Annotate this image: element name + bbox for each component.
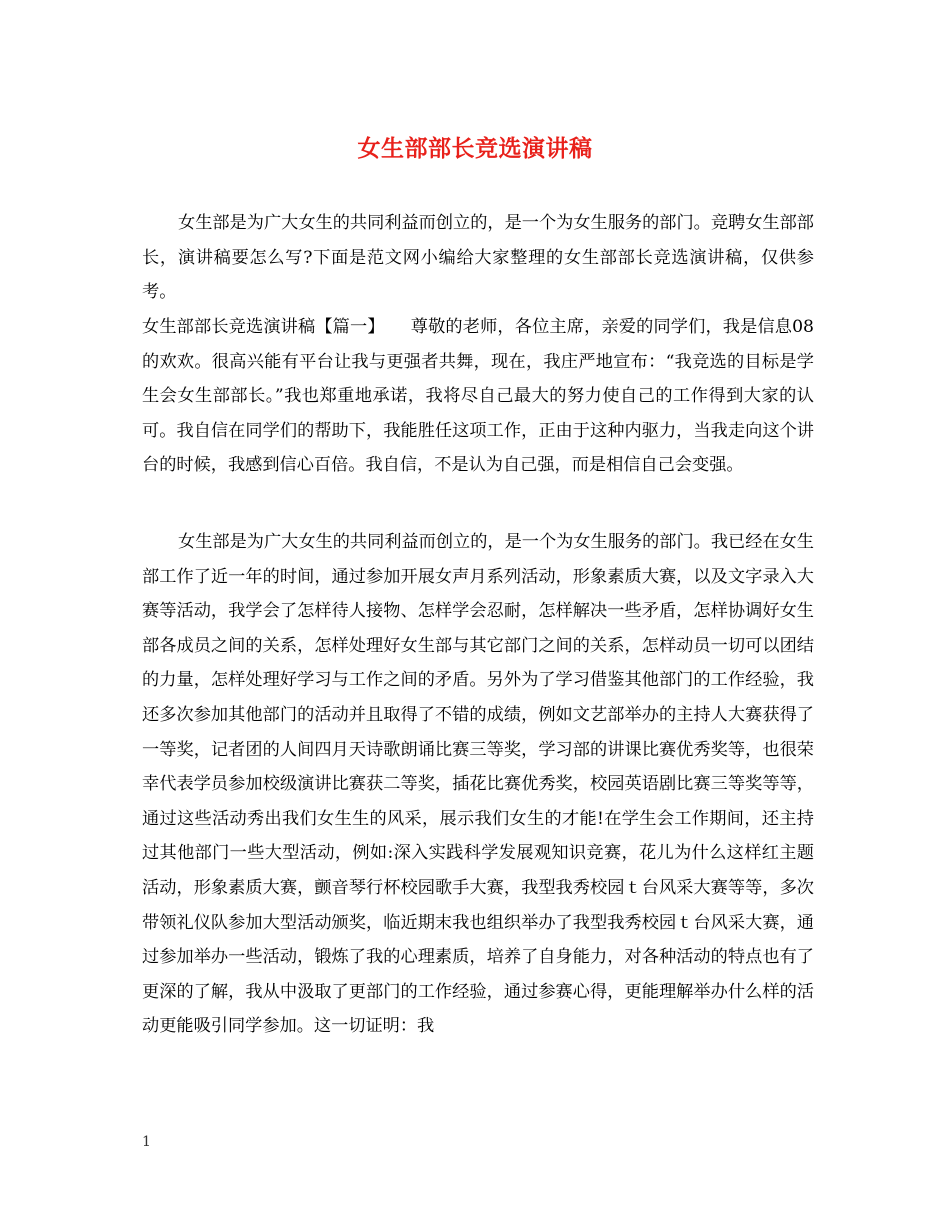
paragraph-speech-opening — [142, 310, 814, 483]
paragraph-intro — [142, 206, 814, 310]
document-title: 女生部部长竞选演讲稿 — [357, 135, 593, 162]
paragraph-text: 女生部部长竞选演讲稿【篇一】 尊敬的老师，各位主席，亲爱的同学们，我是信息08的欢欢。很高兴能有平台让我与更强者共舞，现在，我庄严地宣布：“我竞选的目标是学生会女生部部长。”我也郑重地承诺，我将尽自己最大的努力使自己的工作得到大家的认可。我自信在同学们的帮助下，我能胜任这项工作，正由于这种内驱力，当我走向这个讲台的时候，我感到信心百倍。我自信，不是认为自己强，而是相信自己会变强。 — [142, 317, 814, 476]
paragraph-experience — [142, 525, 814, 1044]
paragraph-text: 女生部是为广大女生的共同利益而创立的，是一个为女生服务的部门。我已经在女生部工作了近一年的时间，通过参加开展女声月系列活动，形象素质大赛，以及文字录入大赛等活动，我学会了怎样待人接物、怎样学会忍耐，怎样解决一些矛盾，怎样协调好女生部各成员之间的关系，怎样处理好女生部与其它部门之间的关系，怎样动员一切可以团结的力量，怎样处理好学习与工作之间的矛盾。另外为了学习借鉴其他部门的工作经验，我还多次参加其他部门的活动并且取得了不错的成绩，例如文艺部举办的主持人大赛获得了一等奖，记者团的人间四月天诗歌朗诵比赛三等奖，学习部的讲课比赛优秀奖等，也很荣幸代表学员参加校级演讲比赛获二等奖，插花比赛优秀奖，校园英语剧比赛三等奖等等，通过这些活动秀出我们女生生的风采，展示我们女生的才能!在学生会工作期间，还主持过其他部门一些大型活动，例如:深入实践科学发展观知识竞赛，花儿为什么这样红主题活动，形象素质大赛，颤音琴行杯校园歌手大赛，我型我秀校园ｔ台风采大赛等等，多次带领礼仪队参加大型活动颁奖，临近期末我也组织举办了我型我秀校园ｔ台风采大赛，通过参加举办一些活动，锻炼了我的心理素质，培养了自身能力，对各种活动的特点也有了更深的了解，我从中汲取了更部门的工作经验，通过参赛心得，更能理解举办什么样的活动更能吸引同学参加。这一切证明：我 — [142, 532, 814, 1037]
page-number: 1 — [142, 1134, 151, 1150]
paragraph-text: 女生部是为广大女生的共同利益而创立的，是一个为女生服务的部门。竞聘女生部部长，演讲稿要怎么写?下面是范文网小编给大家整理的女生部部长竞选演讲稿，仅供参考。 — [142, 213, 814, 303]
